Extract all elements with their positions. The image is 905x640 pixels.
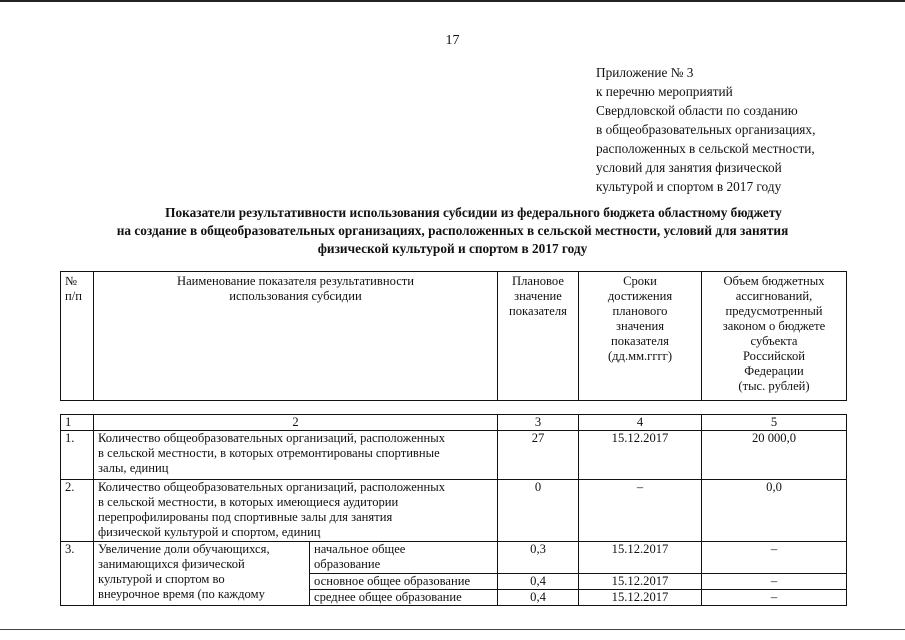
col-number: 2 (94, 415, 498, 431)
row-name: Увеличение доли обучающихся, занимающихся физической культурой и спортом во внеурочное время (по каждому (94, 542, 310, 606)
row-deadline: 15.12.2017 (579, 431, 702, 480)
annex-line: Приложение № 3 (596, 65, 694, 80)
row-num: 3. (61, 542, 94, 606)
page-number: 17 (445, 33, 460, 48)
row-budget: – (702, 590, 847, 606)
annex-line: условий для занятия физической (596, 160, 782, 175)
table-row (61, 542, 847, 574)
page-top-edge (0, 0, 905, 2)
row-plan: 0,4 (498, 574, 579, 590)
row-sub-level: основное общее образование (310, 574, 498, 590)
row-deadline: 15.12.2017 (579, 574, 702, 590)
column-number-row (61, 415, 847, 431)
annex-line: Свердловской области по созданию (596, 103, 798, 118)
annex-line: расположенных в сельской местности, (596, 141, 815, 156)
annex-line: к перечню мероприятий (596, 84, 733, 99)
col-number: 1 (61, 415, 94, 431)
row-plan: 0,3 (498, 542, 579, 574)
header-deadline: Сроки достижения планового значения показателя (дд.мм.гггг) (579, 272, 702, 401)
row-num: 2. (61, 480, 94, 542)
row-budget: – (702, 542, 847, 574)
title-line: физической культурой и спортом в 2017 году (317, 241, 588, 256)
row-name: Количество общеобразовательных организаций, расположенных в сельской местности, в которых имеющиеся аудитории перепрофилированы под спортивные залы для занятия физической культурой и спортом, единиц (94, 480, 498, 542)
page-bottom-edge (0, 629, 905, 630)
table-row (61, 431, 847, 480)
row-deadline: – (579, 480, 702, 542)
header-table (60, 271, 847, 401)
annex-line: в общеобразовательных организациях, (596, 122, 816, 137)
row-plan: 0,4 (498, 590, 579, 606)
row-plan: 0 (498, 480, 579, 542)
row-budget: 0,0 (702, 480, 847, 542)
header-name: Наименование показателя результативности использования субсидии (94, 272, 498, 401)
row-deadline: 15.12.2017 (579, 590, 702, 606)
header-num: № п/п (61, 272, 94, 401)
annex-block (596, 63, 815, 196)
document-title (0, 204, 905, 258)
row-budget: – (702, 574, 847, 590)
title-line: Показатели результативности использования субсидии из федерального бюджета областному бюджету (165, 205, 782, 220)
header-plan: Плановое значение показателя (498, 272, 579, 401)
row-sub-level: начальное общее образование (310, 542, 498, 574)
row-deadline: 15.12.2017 (579, 542, 702, 574)
data-table (60, 414, 847, 606)
row-name: Количество общеобразовательных организаций, расположенных в сельской местности, в которых отремонтированы спортивные залы, единиц (94, 431, 498, 480)
annex-line: культурой и спортом в 2017 году (596, 179, 782, 194)
row-plan: 27 (498, 431, 579, 480)
row-num: 1. (61, 431, 94, 480)
col-number: 3 (498, 415, 579, 431)
col-number: 4 (579, 415, 702, 431)
title-line: на создание в общеобразовательных организациях, расположенных в сельской местности, условий для занятия (116, 223, 789, 238)
table-row (61, 480, 847, 542)
row-sub-level: среднее общее образование (310, 590, 498, 606)
row-budget: 20 000,0 (702, 431, 847, 480)
header-budget: Объем бюджетных ассигнований, предусмотренный законом о бюджете субъекта Российской Федерации (тыс. рублей) (702, 272, 847, 401)
col-number: 5 (702, 415, 847, 431)
